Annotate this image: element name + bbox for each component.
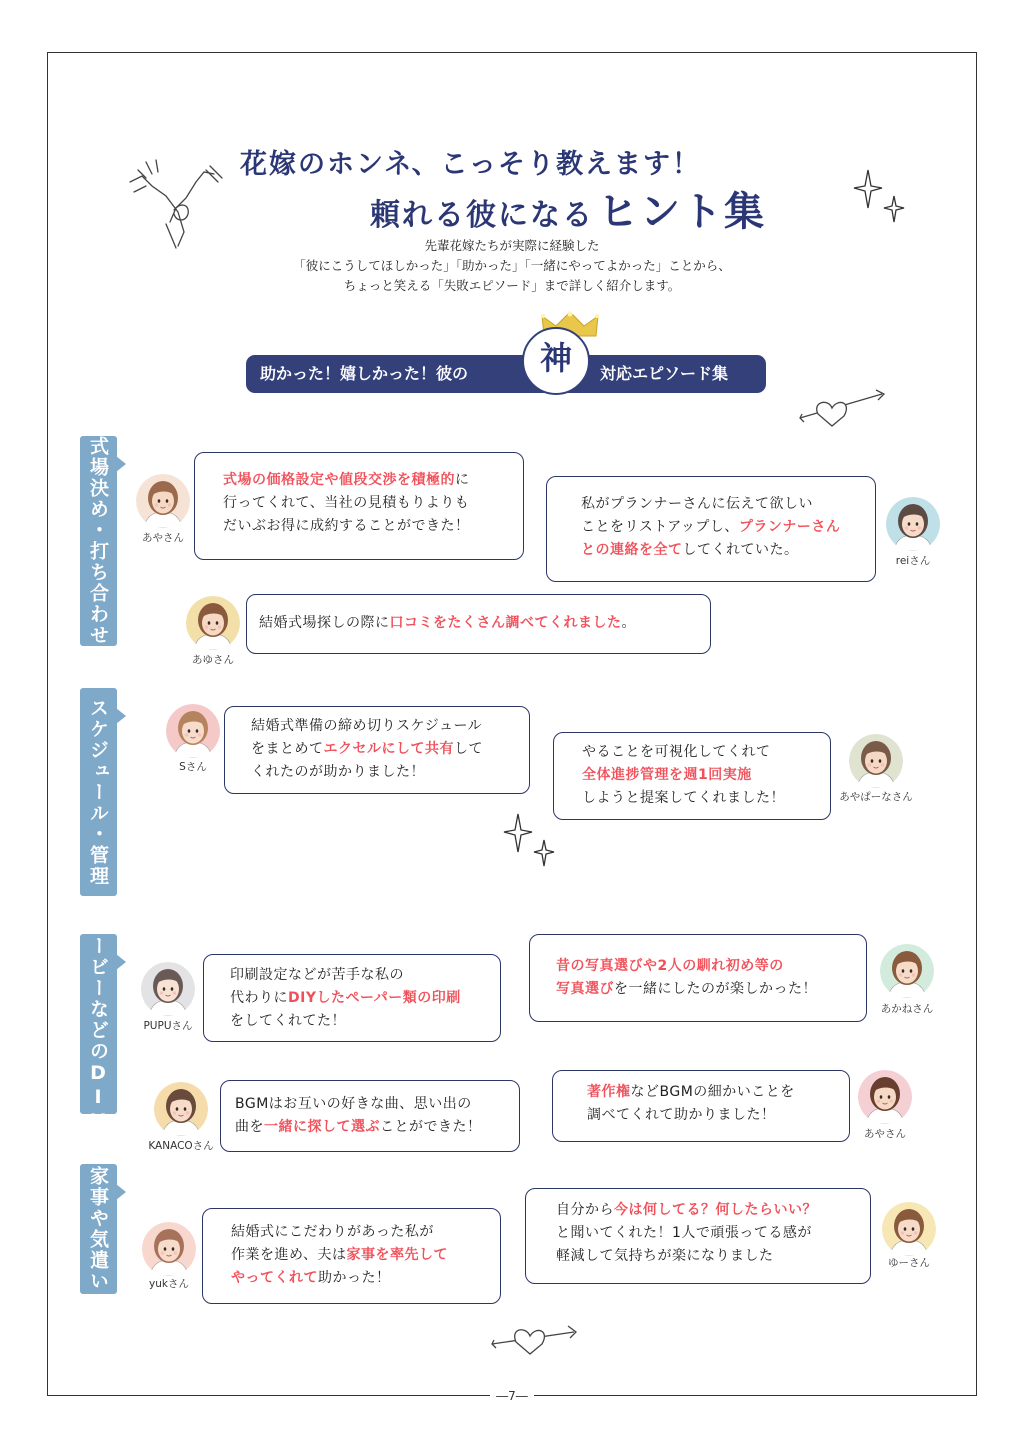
avatar: [154, 1082, 208, 1136]
avatar: [141, 962, 195, 1016]
avatar: [142, 1222, 196, 1276]
episode-bubble: 印刷設定などが苦手な私の 代わりにDIYしたペーパー類の印刷 をしてくれてた！: [203, 954, 501, 1042]
episode-bubble: 自分から今は何してる？何したらいい？ と聞いてくれた！1人で頑張ってる感が 軽減して気持ちが楽になりました: [525, 1188, 871, 1284]
category-label: スケジュール・管理: [87, 697, 109, 887]
banner-text: 対応エピソード集: [600, 364, 729, 383]
category-housework: [80, 1164, 117, 1294]
user-name: あゆさん: [192, 654, 234, 666]
user-name: あかねさん: [880, 1003, 934, 1015]
avatar: [186, 596, 240, 650]
page-title: 花嫁のホンネ、こっそり教えます！: [240, 149, 702, 180]
episode-bubble: 昔の写真選びや2人の馴れ初め等の 写真選びを一緒にしたのが楽しかった！: [529, 934, 867, 1022]
user-name: Sさん: [179, 761, 207, 773]
user-name: ゆーさん: [888, 1257, 930, 1269]
avatar: [882, 1202, 936, 1256]
episode-bubble: 著作権などBGMの細かいことを 調べてくれて助かりました！: [552, 1070, 850, 1142]
category-label: ムービーなどのDIY: [87, 914, 109, 1134]
category-schedule: [80, 688, 117, 896]
episode-bubble: やることを可視化してくれて 全体進捗管理を週1回実施 しようと提案してくれました！: [553, 732, 831, 820]
user-name: KANACOさん: [148, 1140, 214, 1152]
heart-arrow-icon: [490, 1314, 580, 1360]
category-venue: [80, 436, 117, 646]
intro-line: ちょっと笑える「失敗エピソード」まで詳しく紹介します。: [343, 278, 681, 293]
user-name: PUPUさん: [143, 1020, 193, 1032]
user-name: あやさん: [864, 1128, 906, 1140]
page-number: ―7―: [490, 1386, 534, 1406]
user-name: あやさん: [142, 532, 184, 544]
episode-bubble: 私がプランナーさんに伝えて欲しい ことをリストアップし、プランナーさん との連絡を全てしてくれていた。: [546, 476, 876, 582]
intro-line: 「彼にこうしてほしかった」「助かった」「一緒にやってよかった」ことから、: [293, 258, 731, 273]
avatar: [849, 734, 903, 788]
kami-text: 神: [539, 339, 572, 377]
banner-text: 助かった！嬉しかった！彼の: [260, 364, 469, 383]
intro-text: [240, 236, 784, 296]
episode-bubble: BGMはお互いの好きな曲、思い出の 曲を一緒に探して選ぶことができた！: [220, 1080, 520, 1152]
avatar: [166, 704, 220, 758]
avatar: [886, 497, 940, 551]
heart-arrow-icon: [798, 384, 888, 430]
category-label: 式場決め・打ち合わせ: [87, 436, 109, 646]
page-title-line2: [370, 180, 766, 237]
sparkle-icon: [852, 168, 912, 228]
section-banner: [246, 355, 766, 393]
episode-bubble: 式場の価格設定や値段交渉を積極的に 行ってくれて、当社の見積もりよりも だいぶお得に成約することができた！: [194, 452, 524, 560]
avatar: [880, 944, 934, 998]
category-label: 家事や気遣い: [87, 1166, 109, 1292]
title-text: 頼れる彼になる: [370, 198, 594, 233]
title-emphasis: ヒント集: [598, 189, 766, 235]
episode-bubble: 結婚式にこだわりがあった私が 作業を進め、夫は家事を率先して やってくれて助かった！: [202, 1208, 501, 1304]
avatar: [858, 1070, 912, 1124]
sparkle-icon: [502, 812, 562, 872]
category-diy: [80, 914, 117, 1134]
user-name: reiさん: [895, 555, 931, 567]
intro-line: 先輩花嫁たちが実際に経験した: [424, 238, 600, 253]
user-name: yukさん: [149, 1278, 189, 1290]
holding-hands-illustration: [126, 152, 226, 252]
episode-bubble: 結婚式準備の締め切りスケジュール をまとめてエクセルにして共有して くれたのが助かりました！: [224, 706, 530, 794]
avatar: [136, 474, 190, 528]
episode-bubble: 結婚式場探しの際に口コミをたくさん調べてくれました。: [246, 594, 711, 654]
user-name: あやぱーなさん: [839, 791, 913, 803]
